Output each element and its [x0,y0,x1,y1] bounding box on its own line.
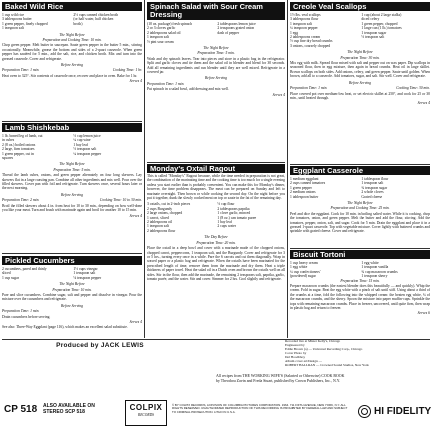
section-heading: Before Serving [205,76,227,81]
divider [2,121,142,122]
timing-line: Preparation Time: 30 min. [340,55,380,60]
ingredient-list [147,202,285,233]
ingredient-item: 2 cups Burgundy [147,206,173,211]
ingredient-item: 1 lb. boned leg of lamb, cut [2,134,43,138]
cook-time: Cooking Time: 1 hr. [112,68,142,73]
prep-time-line [290,86,430,90]
logo-records: RECORDS [138,413,154,417]
ingredient-item: 2 large onions, chopped [147,211,183,216]
ingredient-item: 1½ lbs. veal scallops [290,13,321,17]
prep-time: Preparation Time: 1 min. [290,86,328,91]
ingredient-item: diced celery [361,17,380,22]
engineer-label: Engineered by [285,343,305,347]
section-heading: The Night Before [59,282,85,287]
column-divider [144,0,145,338]
ingredient-item: 1 large can (1 lb.) tomatoes [361,26,402,31]
recipe-instructions: Place the oxtail in a deep bowl and cover with a marinade made of the chopped onions, chopped carrot, peppercorns, 1 teaspoon salt, and the Burgundy. Cover and refrigerate for 3 or 5 hrs., turning every once in a while. Pare the 6 carrots and cut them diagonally. Wrap in waxed paper or a plastic bag and refrigerate. When the oxtails have been marinated for the prescribed length of time, remove them from the marinade and dry them. Heat a triple thickness of paper towel. Heat the salad oil in a Dutch oven and brown the oxtails well on all sides. Stir in the flour, then add the marinade, the remaining 2 teaspoons salt, paprika, garlic, tomato purée, and the water. Stir and cover. Simmer for 2 hrs. Cool slightly and refrigerate. [147,246,285,281]
recipe-oxtail-ragout [147,164,285,338]
ingredient-item: dash of pepper [217,30,240,35]
prep-time-line [2,68,142,72]
ingredient-item: 1 teaspoon salt [2,26,24,31]
timing-line: Preparation Time: 5 min. [197,51,235,56]
recipe-pickled-cucumbers [2,256,142,338]
section-heading: Before Serving [61,192,83,197]
serves-line: Serves 4 [129,320,142,325]
section-heading: The Night Before [59,162,85,167]
timing-line: Preparation Time: 15 min. [340,278,380,283]
design-label: Album cover art/Design — [285,359,323,363]
prep-time-line [2,198,142,202]
hifi-icon [358,405,371,418]
ingredient-item: 2 tablespoons cream [290,35,321,40]
photo-label: Cover Photo by [285,351,307,355]
ingredient-item: 1 bay leaf [73,142,88,147]
recipe-instructions: Prepare macaroon crumbs (the easiest blender does this beautifully — and quickly). Whip the cream. Fold in sugar. Beat the egg white with a pinch of salt until stiff. Using about a third of the crumbs at a time, fold the following into the whipped cream: the beaten egg white, ¾ of the macaroon crumbs, and the sherry. Spoon the mixture into paper muffin-cups. Sprinkle the tops with remaining macaroon crumbs. Place in freezer, uncovered, until quite firm, then wrap in plastic bag and return to freezer. [290,284,430,311]
ingredient-list [2,267,142,280]
ingredient-item: (powdered) sugar [290,274,316,279]
recipe-instructions: Wash and dry spinach leaves. Tear into pieces and store in a plastic bag in the refrigerator. Split and garlic cloves and tie them and the salad oil in blender and blend for 30 seconds. Add all remaining ingredients and run blender until they are well mixed. Refrigerate in a covered jar. [147,56,285,75]
ingredient-list [2,134,142,160]
recipe-title: Pickled Cucumbers [2,256,142,265]
section-heading: Before Serving [61,63,83,68]
serving-instructions: Heat oven to 325°. Stir contents of casserole once, recover and place in oven. Bake for 1 hr. [2,73,138,78]
recipe-creole-veal-scallops [290,2,430,162]
ingredient-item: 1 green pepper [290,185,312,190]
recipe-spinach-salad [147,2,285,160]
ingredient-item: ½ cup fine dry bread crumbs [290,39,333,44]
recording-location: Recorded live at Mister Kelly's, Chicago [285,339,341,343]
recipe-baked-wild-rice [2,2,142,120]
ingredient-list [147,22,285,44]
hi-fidelity-badge [358,405,431,418]
timing-line: Preparation Time: 10 min. [52,287,92,292]
ingredient-item: 1 carrot, sliced [147,215,169,220]
prep-time: Preparation Time: 2 min. [2,198,40,203]
ingredient-item: Grated cheese [361,194,383,199]
timing-line: Preparation and Cooking Time: 10 min. [42,38,102,43]
section-heading: The Night Before [347,201,373,206]
ingredient-item: ½ teaspoon salt [73,147,97,152]
recipe-lamb-shishkebab [2,123,142,251]
engineer-name: Eddie Brown (a) — Universal Recording Corp., Chicago [285,347,363,351]
recipe-title: Monday's Oxtail Ragout [147,164,285,173]
ingredient-item: 2 teaspoons grated onion [217,26,255,31]
also-available [43,404,95,415]
ingredient-item: squares [2,156,14,161]
timing-line: Preparation Time: 5 min. [53,167,91,172]
section-heading: The Night Before [203,46,229,51]
ingredient-item: 1 cup sugar [2,275,19,280]
design-credit: ROBERT HALLRAN — Crowned Sound Studios, New York [285,363,369,367]
divider [2,253,142,254]
ingredient-item: 2 cups water [217,224,237,229]
serves-line: Serves 4 [129,213,142,218]
section-heading: The Night Before [347,50,373,55]
ingredient-item: 1 green pepper, finely chopped [2,21,48,26]
ingredient-list [290,13,430,48]
photo-credit: Del Hoodbhoy [285,355,306,359]
prep-time: Preparation Time: 1 min. [2,68,40,73]
serves-line: Serves 4 [129,79,142,84]
recipe-eggplant-casserole [290,166,430,246]
ingredient-item: sliced [2,271,11,276]
cook-time: Cooking Time: 10 to 30 min. [99,198,142,203]
ingredient-item: 1 cup wild rice [2,13,25,17]
recipe-instructions: Chop green pepper. Melt butter in saucepan. Saute green pepper in the butter 5 min., stirring occasionally. Meanwhile, grease the bottom and sides of a 2-quart casserole. When green pepper has sautéed for 5 min., add the salt, rice, and chicken broth. Mix and turn into the greased casserole. Cover and refrigerate. [2,43,142,61]
recipe-title: Lamb Shishkebab [2,123,142,132]
ingredient-item: 3 oxtails, cut in 2-inch pieces [147,202,191,207]
recipe-instructions: Pare and slice cucumbers. Combine sugar, salt and pepper and dissolve in vinegar. Pour the mixture over the cucumbers and refrigerate. [2,293,142,302]
ingredient-item: 2 tablespoons lemon juice [217,22,256,26]
recipe-instructions: Thread the lamb cubes, onions, and green pepper alternately on four long skewers. Lay skewers flat in a large roasting pan. Combine all other ingredients and mix well. Pour over the filled skewers. Cover pan with foil and refrigerate. Turn skewers once, several hours later or the next morning. [2,173,142,191]
ingredient-item: ⅛ teaspoon pepper [73,275,102,280]
producer-credit: Produced by JACK LEWIS [56,342,144,349]
ingredient-item: 1 bay leaf [217,220,232,225]
ingredient-item: 1½ cups vinegar [73,267,98,271]
also-available-line: ALSO AVAILABLE ON [43,403,95,409]
ingredient-item: 2 tablespoons flour [147,228,176,233]
ingredient-item: 1 cup heavy cream [290,261,318,265]
logo-brand: COLPIX [129,403,163,412]
ingredient-item: 3 tablespoons flour [290,17,319,22]
serving-instructions: Drain cucumbers before serving. [2,314,51,319]
ingredient-item: 1 clove garlic, minced [217,211,251,216]
ingredient-item: 1 teaspoon sugar [361,30,387,35]
ingredient-item: ¼ teaspoon pepper [290,26,318,31]
ingredient-item: 1 egg white [290,265,308,270]
ingredient-item: 1 cup (about 2 large stalks) [361,13,402,17]
ingredient-item: 2 cups canned tomatoes [290,181,326,186]
serves-line: Serves 4 [417,101,430,106]
colpix-logo [125,400,167,426]
ingredient-item: broth) [73,21,83,26]
serves-line: Serves 6 [417,311,430,316]
ingredient-item: 2 (8 oz.) boiled onions [2,142,36,147]
divider [290,164,430,165]
ingredient-item: ½ cup flour [217,202,235,207]
ingredient-list [290,177,430,199]
section-heading: The Night Before [59,32,85,37]
ingredient-item: 1 green pepper, chopped [361,21,398,26]
catalog-number: CP 518 [4,404,38,415]
timing-line: Preparation and Cooking Time: 25 min. [330,206,390,211]
recipe-title: Spinach Salad with Sour Cream Dressing [147,2,285,20]
ingredient-item: ¼ teaspoon pepper [73,151,102,156]
ingredient-item: 1 egg [290,30,299,35]
cook-time: Cooking Time: 30 min. [396,86,430,91]
ingredient-item: 1 teaspoon sherry [361,274,388,279]
recording-credits [285,339,425,367]
ingredient-item: 1 teaspoon salt [73,271,96,276]
timing-line: Preparation Time: 20 min. [196,240,236,245]
ingredient-item: 1 teaspoon vanilla [361,265,389,270]
ingredient-item: 1 medium eggplant [290,177,319,181]
recipe-biscuit-tortoni [290,250,430,336]
ingredient-item: 2 tablespoons paprika [217,206,250,211]
serving-instructions: Put spinach in a salad bowl, add dressing and mix well. [147,87,229,92]
ingredient-item: 2 cucumbers, pared and thinly [2,267,47,271]
ingredient-item: 2 medium onions [290,190,316,195]
serves-line: Serves 4 [272,92,285,97]
ingredient-item: ¾ teaspoon sugar [361,185,388,190]
recipe-instructions: Mix egg with milk. Spread flour mixed with salt and pepper out on wax paper. Dip scallops in seasoned flour, then in egg mixture, then again in bread crumbs. Heat oil in large skillet. Brown scallops on both sides. Add onions, celery, and green pepper. Saute until golden. When brown, add all to a casserole. Add tomatoes, sugar, and salt. Stir well. Cover and refrigerate. [290,61,430,79]
divider [147,162,285,163]
ingredient-item: 1 (8 oz.) can tomato puree [217,215,257,220]
ingredient-item: 3 onions, coarsely chopped [290,43,331,48]
column-divider [287,0,288,338]
ingredient-item: 1 teaspoon salt [290,21,312,26]
ingredient-item: 2 whole cloves [361,190,384,195]
ingredient-item: ¾ cup macaroon crumbs [361,269,398,274]
divider [290,248,430,249]
ingredient-item: 1 green pepper, cut in [2,151,34,156]
ingredient-item: 1 tablespoon butter [290,194,319,199]
ingredient-item: (10 oz. package) fresh spinach [147,22,192,26]
recipe-note: See also: Three-Way Eggplant (page 116), which makes an excellent salad substitute. [2,325,128,330]
section-heading: The Day Before [204,235,228,240]
ingredient-item: ½ teaspoon salt [361,35,385,40]
recipe-title: Biscuit Tortoni [290,250,430,259]
ingredient-item: 1 teaspoon salt [147,224,169,229]
hifi-label: HI FIDELITY [374,406,432,417]
ingredient-item: ½ cup lemon juice [73,134,101,138]
section-heading: Before Serving [61,303,83,308]
ingredient-item: in cubes [2,138,15,143]
ingredient-item: ¼ cup confectioners' [290,269,321,274]
ingredient-item: 2 tablespoons oil [147,220,172,225]
recipe-title: Eggplant Casserole [290,166,430,175]
ingredient-item: 1 teaspoon salt [361,181,384,186]
prep-time: Preparation Time: 1 min. [147,81,185,86]
recipe-instructions: Peel and dice the eggplant. Cook for 10 min. in boiling salted water. While it is cooking, chop the tomatoes, onion, and green pepper. Melt the butter and add the flour, stirring. Add the tomatoes, pepper, onion, salt, and sugar. Cook for 5 min. Drain the eggplant and place it in a greased 1-quart casserole. Top with vegetable mixture. Cover lightly with buttered crumbs and sprinkle with grated cheese. Cover and refrigerate. [290,211,430,234]
ingredient-item: 2 or 3 cloves garlic [147,26,176,31]
ingredient-list [290,261,430,279]
section-heading: Before Serving [349,80,371,85]
ingredient-list [2,13,142,31]
serving-instructions: Place covered pot over medium-low heat, or set electric skillet at 250°, and cook for 25 or 30 min., until heated through. [290,91,430,100]
prep-time: Preparation Time: 1 min. [2,309,40,314]
ingredient-item: 1 egg white [361,261,379,265]
stereo-catalog-line: STEREO SCP 518 [43,408,85,415]
ingredient-item: 2 large, firm tomatoes [2,147,35,152]
ingredient-item: 2 tablespoons salad oil [147,30,181,35]
serving-instructions: Broil the filled skewers about 4 in. from heat for 10 to 30 min., depending on how well-done you like your meat. Turn and brush with marinade again and broil for another 10 to 15 min. [2,203,142,213]
ingredient-item: ½ pint sour cream [147,39,174,44]
ingredient-item: (or half water, half chicken [73,17,114,22]
ingredient-item: 1 tablespoon flour [361,177,389,181]
recipe-title: Baked Wild Rice [2,2,142,11]
ingredient-item: 1 teaspoon salt [147,35,169,40]
ingredient-item: ¼ cup wine [73,138,91,143]
copyright-notice: © BY COLPIX RECORDS, A DIVISION OF COLUMBIA PICTURES CORPORATION. 1964. 711 FIFTH AVENUE, NEW YORK, N.Y. ALL RIGHTS RESERVED. UNAUTHORIZED REPRODUCTION OF THIS RECORDING IS PROHIBITED BY FEDERAL LAW AND SUBJECT TO CRIMINAL PROSECUTION. LITHO IN U.S.A. [172,403,348,414]
cookbook-credit: All recipes from THE WORKING WIFE'S (Salaried or Otherwise) COOK BOOK by Theodora Zavin and Freda Stuart, published by Crown Publishers, Inc., N.Y. [216,374,345,383]
ingredient-item: 3 tablespoons butter [2,17,32,22]
recipe-intro: This is called "Monday's" Ragout because, while the time needed in preparation is not great, the combination of the marinating time and the cooking time is too much for a single evening unless you start earlier than is probably convenient. You can make this for Monday's dinner, however, the time problem disappears. The meat can be prepared on Sunday and left to marinate overnight. Then brown or while cooking the second day. On the night before you put it together, dunk the slowly cooked meat on top or saute in the fat of the remaining day. [147,174,285,201]
ingredient-item: 2½ cups canned chicken broth [73,13,119,17]
recipe-title: Creole Veal Scallops [290,2,430,11]
